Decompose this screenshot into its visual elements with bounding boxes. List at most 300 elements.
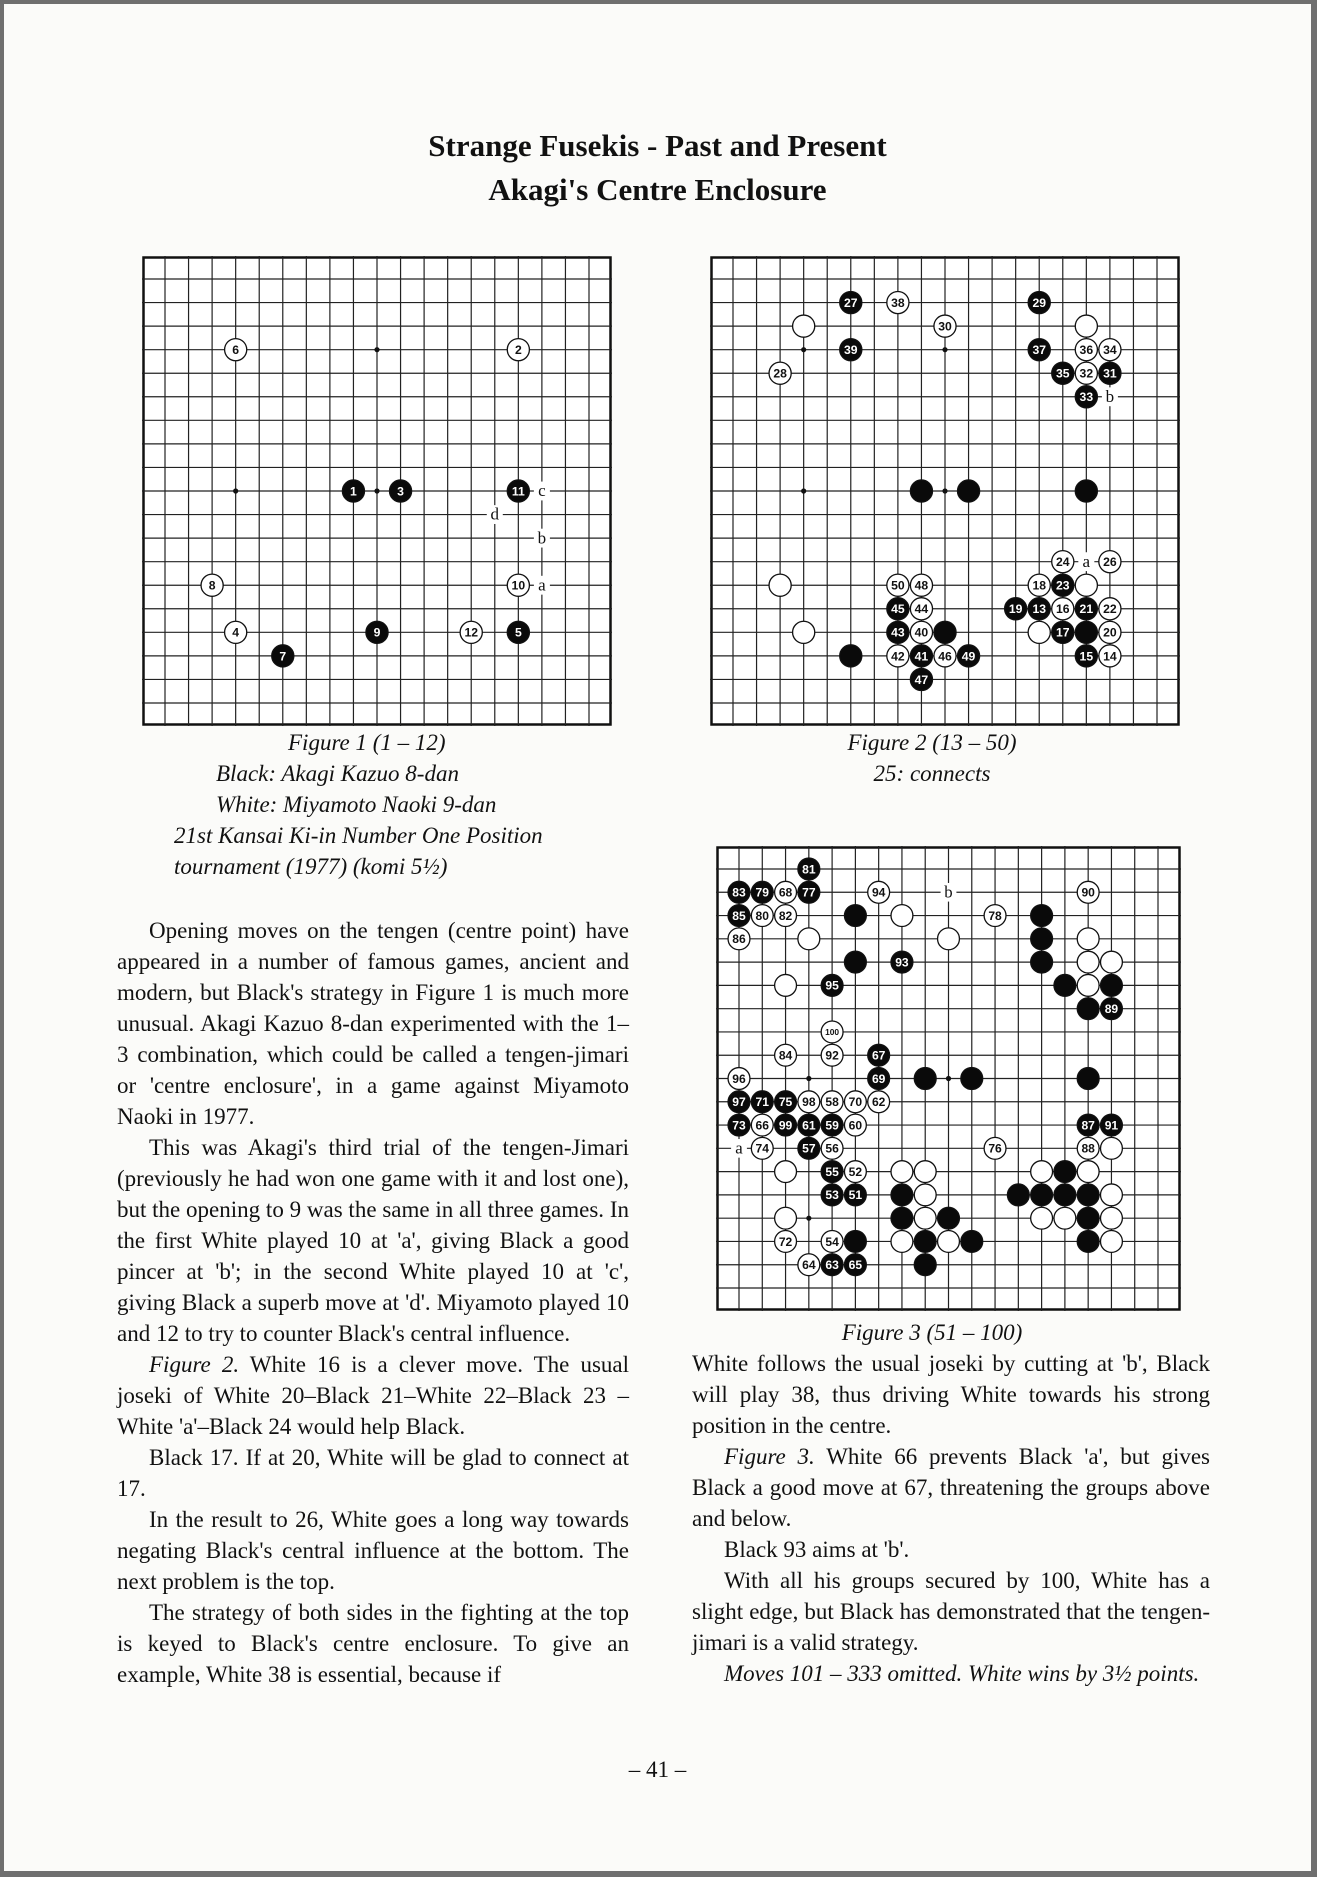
move-number: 1 xyxy=(350,484,357,499)
white-stone xyxy=(1099,339,1121,361)
move-number: 74 xyxy=(755,1141,770,1156)
white-stone xyxy=(1077,881,1099,903)
move-number: 69 xyxy=(871,1071,886,1086)
white-stone xyxy=(775,905,797,927)
hoshi-point xyxy=(801,347,806,352)
white-stone xyxy=(751,1137,773,1159)
move-number: 38 xyxy=(891,295,905,310)
black-stone xyxy=(934,621,956,643)
white-stone xyxy=(887,574,909,596)
move-number: 92 xyxy=(825,1048,839,1063)
black-stone xyxy=(1031,928,1053,950)
black-stone xyxy=(1031,1184,1053,1206)
move-number: 54 xyxy=(825,1234,839,1249)
move-number: 19 xyxy=(1008,602,1023,617)
move-number: 62 xyxy=(871,1095,886,1110)
move-number: 99 xyxy=(778,1118,793,1133)
white-stone xyxy=(938,1231,960,1253)
move-number: 39 xyxy=(843,343,858,358)
black-stone xyxy=(957,480,979,502)
move-number: 84 xyxy=(778,1048,793,1063)
svg-text:c: c xyxy=(538,481,546,501)
board-letter-label xyxy=(534,575,550,594)
black-stone xyxy=(1028,598,1050,620)
move-number: 9 xyxy=(373,625,381,640)
black-stone xyxy=(844,1184,866,1206)
hoshi-point xyxy=(946,1076,951,1081)
svg-text:b: b xyxy=(1105,386,1115,406)
white-stone xyxy=(201,574,223,596)
white-stone xyxy=(1099,645,1121,667)
svg-text:b: b xyxy=(537,528,547,548)
board-letter-label xyxy=(487,505,503,524)
black-stone xyxy=(1077,1231,1099,1253)
black-stone xyxy=(389,480,411,502)
move-number: 45 xyxy=(891,602,905,617)
move-number: 34 xyxy=(1103,343,1117,358)
white-stone xyxy=(1075,315,1097,337)
hoshi-point xyxy=(374,347,379,352)
move-number: 32 xyxy=(1079,366,1094,381)
move-number: 86 xyxy=(732,932,746,947)
black-stone xyxy=(1075,480,1097,502)
move-number: 94 xyxy=(871,885,886,900)
move-number: 5 xyxy=(514,625,522,640)
hoshi-point xyxy=(233,488,238,493)
hoshi-point xyxy=(801,488,806,493)
move-number: 88 xyxy=(1081,1141,1095,1156)
hoshi-point xyxy=(942,347,947,352)
figure-2-caption xyxy=(702,727,1162,789)
black-stone xyxy=(887,621,909,643)
white-stone xyxy=(891,905,913,927)
move-number: 44 xyxy=(914,602,929,617)
paragraph xyxy=(117,1349,629,1442)
move-number: 65 xyxy=(848,1258,863,1273)
black-stone xyxy=(957,645,979,667)
black-stone xyxy=(366,621,388,643)
black-stone xyxy=(840,339,862,361)
black-stone xyxy=(1099,362,1121,384)
move-number: 16 xyxy=(1055,602,1070,617)
move-number: 97 xyxy=(732,1095,746,1110)
hoshi-point xyxy=(806,1216,811,1221)
white-stone xyxy=(914,1161,936,1183)
white-stone xyxy=(775,881,797,903)
move-number: 75 xyxy=(778,1095,793,1110)
move-number: 26 xyxy=(1103,555,1117,570)
black-stone xyxy=(840,291,862,313)
paragraph-text: White 16 is a clever move. The usual joseki of White 20–Black 21–White 22–Black 23 –White 'a'–Black 24 would help Black. xyxy=(117,1352,630,1439)
white-stone xyxy=(1099,551,1121,573)
move-number: 90 xyxy=(1081,885,1095,900)
white-stone xyxy=(1052,551,1074,573)
move-number: 30 xyxy=(938,319,952,334)
move-number: 17 xyxy=(1055,625,1070,640)
svg-text:a: a xyxy=(735,1138,743,1158)
move-number: 53 xyxy=(825,1188,839,1203)
white-stone xyxy=(793,621,815,643)
white-stone xyxy=(1101,1137,1123,1159)
white-stone xyxy=(1077,1161,1099,1183)
black-stone xyxy=(891,1207,913,1229)
black-stone xyxy=(1052,574,1074,596)
black-stone xyxy=(342,480,364,502)
board-letter-label xyxy=(941,882,957,901)
white-stone xyxy=(821,1091,843,1113)
black-stone xyxy=(1054,974,1076,996)
move-number: 50 xyxy=(891,578,905,593)
black-stone xyxy=(775,1091,797,1113)
black-stone xyxy=(1101,974,1123,996)
white-stone xyxy=(507,339,529,361)
move-number: 96 xyxy=(732,1071,746,1086)
black-stone xyxy=(798,881,820,903)
move-number: 31 xyxy=(1103,366,1117,381)
white-stone xyxy=(891,1231,913,1253)
black-stone xyxy=(1077,1068,1099,1090)
white-stone xyxy=(1052,598,1074,620)
white-stone xyxy=(887,645,909,667)
black-stone xyxy=(751,1091,773,1113)
move-number: 48 xyxy=(914,578,929,593)
move-number: 6 xyxy=(232,343,240,358)
black-stone xyxy=(844,1254,866,1276)
black-stone xyxy=(1005,598,1027,620)
paragraph: The strategy of both sides in the fighting at the top is keyed to Black's centre enclosure. To give an example, White 38 is essential, because if xyxy=(117,1600,629,1687)
figure-2-note: 25: connects xyxy=(873,761,991,786)
move-number: 12 xyxy=(464,625,479,640)
move-number: 40 xyxy=(914,625,929,640)
black-stone xyxy=(1052,621,1074,643)
black-stone xyxy=(887,598,909,620)
black-stone xyxy=(775,1114,797,1136)
move-number: 13 xyxy=(1032,602,1047,617)
white-stone xyxy=(1031,1207,1053,1229)
white-stone xyxy=(798,1091,820,1113)
white-stone xyxy=(910,574,932,596)
white-stone xyxy=(775,1044,797,1066)
go-board-figure-1 xyxy=(142,256,612,726)
svg-text:d: d xyxy=(490,504,500,524)
move-number: 55 xyxy=(825,1164,839,1179)
move-number: 78 xyxy=(988,908,1002,923)
black-stone xyxy=(891,1184,913,1206)
white-stone xyxy=(1075,362,1097,384)
white-stone xyxy=(775,1231,797,1253)
move-number: 64 xyxy=(802,1258,816,1273)
black-stone xyxy=(1075,645,1097,667)
black-stone xyxy=(821,1184,843,1206)
hoshi-point xyxy=(942,488,947,493)
black-stone xyxy=(1052,362,1074,384)
black-stone xyxy=(1054,1184,1076,1206)
black-stone xyxy=(798,1114,820,1136)
move-number: 83 xyxy=(732,885,746,900)
move-number: 81 xyxy=(802,862,816,877)
black-stone xyxy=(507,621,529,643)
white-stone xyxy=(1028,574,1050,596)
move-number: 20 xyxy=(1103,625,1117,640)
black-stone xyxy=(821,1161,843,1183)
right-column-text xyxy=(692,1348,1210,1689)
board-letter-label xyxy=(534,481,550,500)
black-stone xyxy=(1031,951,1053,973)
move-number: 33 xyxy=(1079,390,1094,405)
move-number: 37 xyxy=(1032,343,1047,358)
white-stone xyxy=(821,1137,843,1159)
black-stone xyxy=(798,1137,820,1159)
black-stone xyxy=(868,1068,890,1090)
white-stone xyxy=(507,574,529,596)
figure-3-title: Figure 3 (51 – 100) xyxy=(841,1320,1023,1345)
white-stone xyxy=(910,621,932,643)
white-stone xyxy=(1077,974,1099,996)
move-number: 24 xyxy=(1055,555,1070,570)
white-stone xyxy=(914,1207,936,1229)
move-number: 89 xyxy=(1104,1002,1119,1017)
white-stone xyxy=(868,1091,890,1113)
black-stone xyxy=(821,1254,843,1276)
white-stone xyxy=(1101,951,1123,973)
white-stone xyxy=(775,974,797,996)
move-number: 58 xyxy=(825,1095,839,1110)
black-stone xyxy=(728,881,750,903)
move-number: 100 xyxy=(825,1026,840,1037)
white-stone xyxy=(1101,1184,1123,1206)
white-stone xyxy=(1101,1231,1123,1253)
board-letter-label xyxy=(731,1138,747,1157)
black-stone xyxy=(910,480,932,502)
move-number: 56 xyxy=(825,1141,839,1156)
board-letter-label xyxy=(1102,387,1118,406)
move-number: 57 xyxy=(802,1141,816,1156)
move-number: 46 xyxy=(938,649,952,664)
black-stone xyxy=(1031,905,1053,927)
move-number: 82 xyxy=(778,908,793,923)
white-stone xyxy=(868,881,890,903)
figure-1-title: Figure 1 (1 – 12) xyxy=(288,730,446,755)
figure-3-caption xyxy=(702,1317,1162,1348)
move-number: 76 xyxy=(988,1141,1002,1156)
black-stone xyxy=(844,1231,866,1253)
move-number: 2 xyxy=(514,343,522,358)
move-number: 42 xyxy=(891,649,905,664)
move-number: 52 xyxy=(848,1164,863,1179)
white-stone xyxy=(798,928,820,950)
move-number: 18 xyxy=(1032,578,1047,593)
move-number: 79 xyxy=(755,885,770,900)
move-number: 35 xyxy=(1055,366,1070,381)
black-stone xyxy=(844,951,866,973)
move-number: 4 xyxy=(232,625,240,640)
move-number: 80 xyxy=(755,908,770,923)
board-letter-label xyxy=(1078,552,1094,571)
white-stone xyxy=(1077,928,1099,950)
white-stone xyxy=(1028,621,1050,643)
move-number: 61 xyxy=(802,1118,816,1133)
move-number: 11 xyxy=(511,484,525,499)
black-stone xyxy=(910,668,932,690)
black-stone xyxy=(1077,1207,1099,1229)
paragraph: Black 17. If at 20, White will be glad to connect at 17. xyxy=(117,1445,629,1501)
white-stone xyxy=(728,928,750,950)
move-number: 67 xyxy=(871,1048,886,1063)
black-stone xyxy=(844,905,866,927)
move-number: 14 xyxy=(1103,649,1117,664)
move-number: 87 xyxy=(1081,1118,1095,1133)
result-paragraph: Moves 101 – 333 omitted. White wins by 3½ points. xyxy=(724,1661,1200,1686)
white-stone xyxy=(751,905,773,927)
move-number: 29 xyxy=(1032,295,1047,310)
black-stone xyxy=(1028,339,1050,361)
black-stone xyxy=(1075,386,1097,408)
paragraph: Opening moves on the tengen (centre point) have appeared in a number of famous games, ancient and modern, but Black's strategy in Figure 1 is much more unusual. Akagi Kazuo 8-dan experimented with the 1–3 combination, which could be called a tengen-jimari or 'centre enclosure', in a game against Miyamoto Naoki in 1977. xyxy=(117,918,629,1129)
go-board-figure-3 xyxy=(716,846,1181,1311)
paragraph xyxy=(692,1441,1210,1534)
white-stone xyxy=(728,1068,750,1090)
white-stone xyxy=(821,1021,843,1043)
move-number: 73 xyxy=(732,1118,746,1133)
move-number: 51 xyxy=(848,1188,863,1203)
white-stone xyxy=(775,1207,797,1229)
white-stone xyxy=(891,1161,913,1183)
page-number: – 41 – xyxy=(628,1757,687,1782)
move-number: 23 xyxy=(1055,578,1070,593)
black-stone xyxy=(914,1231,936,1253)
move-number: 36 xyxy=(1079,343,1094,358)
white-stone xyxy=(821,1231,843,1253)
move-number: 43 xyxy=(891,625,905,640)
move-number: 72 xyxy=(778,1234,793,1249)
move-number: 41 xyxy=(914,649,929,664)
black-stone xyxy=(272,645,294,667)
move-number: 91 xyxy=(1104,1118,1119,1133)
white-stone xyxy=(1099,598,1121,620)
move-number: 27 xyxy=(843,295,858,310)
white-stone xyxy=(1075,339,1097,361)
white-stone xyxy=(1077,951,1099,973)
paragraph: With all his groups secured by 100, White has a slight edge, but Black has demonstrated that the tengen-jimari is a valid strategy. xyxy=(692,1568,1210,1655)
hoshi-point xyxy=(806,1076,811,1081)
move-number: 47 xyxy=(914,672,929,687)
white-stone xyxy=(798,1254,820,1276)
move-number: 8 xyxy=(208,578,216,593)
page-subtitle: Akagi's Centre Enclosure xyxy=(488,172,827,207)
figure-1-tournament-year: tournament (1977) (komi 5½) xyxy=(174,854,448,879)
black-stone xyxy=(1028,291,1050,313)
move-number: 70 xyxy=(848,1095,863,1110)
move-number: 98 xyxy=(802,1095,816,1110)
black-stone xyxy=(1077,998,1099,1020)
white-stone xyxy=(775,1161,797,1183)
move-number: 3 xyxy=(397,484,404,499)
white-stone xyxy=(984,905,1006,927)
black-stone xyxy=(1101,998,1123,1020)
move-number: 7 xyxy=(279,649,287,664)
black-stone xyxy=(938,1207,960,1229)
white-stone xyxy=(1075,574,1097,596)
white-stone xyxy=(887,291,909,313)
paragraph: This was Akagi's third trial of the tengen-Jimari (previously he had won one game with it and lost one), but the opening to 9 was the same in all three games. In the first White played 10 at 'a', giving Black a good pincer at 'b'; in the second White played 10 at 'c', giving Black a superb move at 'd'. Miyamoto played 10 and 12 to try to counter Black's central influence. xyxy=(117,1135,629,1346)
white-stone xyxy=(1077,1137,1099,1159)
white-stone xyxy=(1099,621,1121,643)
black-stone xyxy=(1077,1184,1099,1206)
black-stone xyxy=(840,645,862,667)
move-number: 22 xyxy=(1103,602,1117,617)
black-stone xyxy=(961,1068,983,1090)
move-number: 15 xyxy=(1079,649,1094,664)
figure-reference: Figure 3. xyxy=(724,1444,815,1469)
white-stone xyxy=(751,1114,773,1136)
white-stone xyxy=(934,315,956,337)
black-stone xyxy=(1075,598,1097,620)
black-stone xyxy=(728,1114,750,1136)
hoshi-point xyxy=(374,488,379,493)
paragraph-text: White 66 prevents Black 'a', but gives Black a good move at 67, threatening the groups above and below. xyxy=(692,1444,1210,1531)
black-stone xyxy=(751,881,773,903)
paragraph: White follows the usual joseki by cutting at 'b', Black will play 38, thus driving White towards his strong position in the centre. xyxy=(692,1351,1210,1438)
svg-text:a: a xyxy=(1082,551,1091,571)
black-stone xyxy=(821,1114,843,1136)
move-number: 28 xyxy=(773,366,787,381)
white-stone xyxy=(938,928,960,950)
white-stone xyxy=(844,1114,866,1136)
left-column-text xyxy=(117,915,629,1690)
white-stone xyxy=(1031,1161,1053,1183)
figure-1-tournament: 21st Kansai Ki-in Number One Position xyxy=(174,823,543,848)
white-stone xyxy=(793,315,815,337)
move-number: 59 xyxy=(825,1118,839,1133)
move-number: 93 xyxy=(895,955,909,970)
black-stone xyxy=(798,858,820,880)
black-stone xyxy=(914,1254,936,1276)
figure-reference: Figure 2. xyxy=(149,1352,240,1377)
page-title: Strange Fusekis - Past and Present xyxy=(428,128,887,163)
move-number: 71 xyxy=(755,1095,770,1110)
figure-1-black-player: Black: Akagi Kazuo 8-dan xyxy=(216,761,459,786)
black-stone xyxy=(868,1044,890,1066)
black-stone xyxy=(1007,1184,1029,1206)
paragraph: Black 93 aims at 'b'. xyxy=(724,1537,910,1562)
white-stone xyxy=(460,621,482,643)
move-number: 10 xyxy=(511,578,526,593)
black-stone xyxy=(961,1231,983,1253)
move-number: 85 xyxy=(732,908,746,923)
black-stone xyxy=(1054,1161,1076,1183)
paragraph: In the result to 26, White goes a long way towards negating Black's central influence at the bottom. The next problem is the top. xyxy=(117,1507,629,1594)
svg-text:a: a xyxy=(538,575,546,595)
black-stone xyxy=(1101,1114,1123,1136)
board-letter-label xyxy=(534,528,550,547)
white-stone xyxy=(844,1161,866,1183)
book-page xyxy=(4,4,1311,1871)
move-number: 60 xyxy=(848,1118,863,1133)
figure-1-white-player: White: Miyamoto Naoki 9-dan xyxy=(216,792,497,817)
black-stone xyxy=(1077,1114,1099,1136)
white-stone xyxy=(844,1091,866,1113)
black-stone xyxy=(891,951,913,973)
white-stone xyxy=(769,574,791,596)
black-stone xyxy=(728,905,750,927)
figure-2-title: Figure 2 (13 – 50) xyxy=(847,730,1017,755)
white-stone xyxy=(934,645,956,667)
move-number: 77 xyxy=(802,885,816,900)
white-stone xyxy=(914,1184,936,1206)
black-stone xyxy=(507,480,529,502)
black-stone xyxy=(1075,621,1097,643)
white-stone xyxy=(984,1137,1006,1159)
